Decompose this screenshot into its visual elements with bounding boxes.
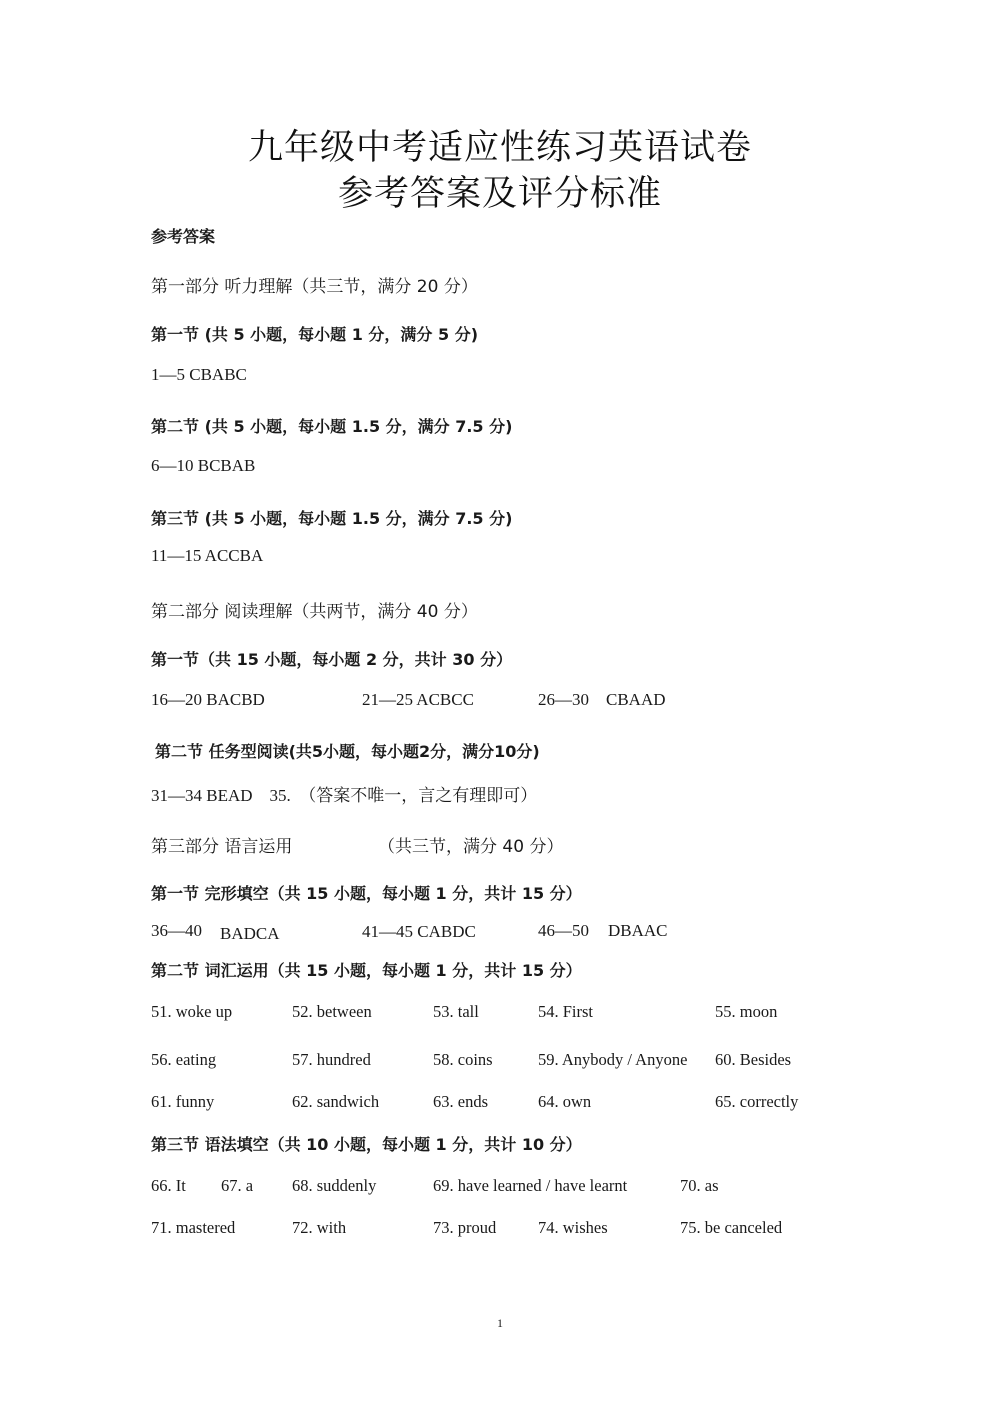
part3-section1-heading: 第一节 完形填空（共 15 小题，每小题 1 分，共计 15 分）	[151, 884, 582, 903]
part3-heading-note: （共三节，满分 40 分）	[378, 837, 564, 857]
part3-section3-heading: 第三节 语法填空（共 10 小题，每小题 1 分，共计 10 分）	[151, 1135, 582, 1154]
part1-section1-answers: 1—5 CBABC	[151, 365, 247, 384]
grammar-answer: 74. wishes	[538, 1218, 608, 1237]
part3-section1-answers-b: 41—45 CABDC	[362, 922, 476, 941]
part2-section1-heading: 第一节（共 15 小题，每小题 2 分，共计 30 分）	[151, 650, 513, 669]
part2-section1-answers-a: 16—20 BACBD	[151, 690, 265, 709]
grammar-answer: 72. with	[292, 1218, 347, 1237]
vocab-answer: 57. hundred	[292, 1050, 371, 1069]
vocab-answer: 52. between	[292, 1002, 372, 1021]
vocab-answer: 51. woke up	[151, 1002, 233, 1021]
grammar-answer: 67. a	[221, 1176, 254, 1195]
vocab-answer: 60. Besides	[715, 1050, 792, 1069]
part3-section1-answers-c-num: 46—50	[538, 921, 589, 940]
vocab-answer: 54. First	[538, 1002, 594, 1021]
vocab-answer: 63. ends	[433, 1092, 488, 1111]
vocab-answer: 58. coins	[433, 1050, 493, 1069]
part1-section2-answers: 6—10 BCBAB	[151, 456, 256, 475]
part3-section1-answers-a-num: 36—40	[151, 921, 202, 940]
part3-heading: 第三部分 语言运用	[151, 837, 293, 857]
grammar-answer: 66. It	[151, 1176, 186, 1195]
reference-answers-heading: 参考答案	[151, 227, 216, 246]
vocab-answer: 64. own	[538, 1092, 592, 1111]
title-line-1: 九年级中考适应性练习英语试卷	[247, 128, 752, 168]
part1-section3-heading: 第三节 (共 5 小题，每小题 1.5 分，满分 7.5 分)	[151, 509, 513, 528]
vocab-answer: 53. tall	[433, 1002, 479, 1021]
vocab-answer: 61. funny	[151, 1092, 215, 1111]
page-number: 1	[497, 1316, 503, 1330]
grammar-answer: 69. have learned / have learnt	[433, 1176, 628, 1195]
part3-section2-heading: 第二节 词汇运用（共 15 小题，每小题 1 分，共计 15 分）	[151, 961, 582, 980]
part3-section1-answers-a-value: BADCA	[220, 924, 280, 943]
part1-heading: 第一部分 听力理解（共三节，满分 20 分）	[151, 277, 478, 297]
grammar-answer: 73. proud	[433, 1218, 497, 1237]
vocab-answer: 59. Anybody / Anyone	[538, 1050, 688, 1069]
part1-section2-heading: 第二节 (共 5 小题，每小题 1.5 分，满分 7.5 分)	[151, 417, 513, 436]
part2-section2-answers: 31—34 BEAD 35. （答案不唯一，言之有理即可）	[151, 786, 538, 805]
grammar-answer: 75. be canceled	[680, 1218, 783, 1237]
grammar-answer: 68. suddenly	[292, 1176, 377, 1195]
part2-section1-answers-b: 21—25 ACBCC	[362, 690, 474, 709]
grammar-answer: 71. mastered	[151, 1218, 236, 1237]
part1-section1-heading: 第一节 (共 5 小题，每小题 1 分，满分 5 分)	[151, 325, 479, 344]
vocab-answer: 65. correctly	[715, 1092, 799, 1111]
part2-section1-answers-c: 26—30 CBAAD	[538, 690, 666, 709]
grammar-answer: 70. as	[680, 1176, 719, 1195]
vocab-answer: 56. eating	[151, 1050, 217, 1069]
title-line-2: 参考答案及评分标准	[337, 174, 662, 214]
part2-section2-heading: 第二节 任务型阅读(共5小题，每小题2分，满分10分)	[155, 742, 540, 761]
part1-section3-answers: 11—15 ACCBA	[151, 546, 264, 565]
vocab-answer: 62. sandwich	[292, 1092, 380, 1111]
part3-section1-answers-c-value: DBAAC	[608, 921, 668, 940]
part2-heading: 第二部分 阅读理解（共两节，满分 40 分）	[151, 602, 478, 622]
vocab-answer: 55. moon	[715, 1002, 778, 1021]
